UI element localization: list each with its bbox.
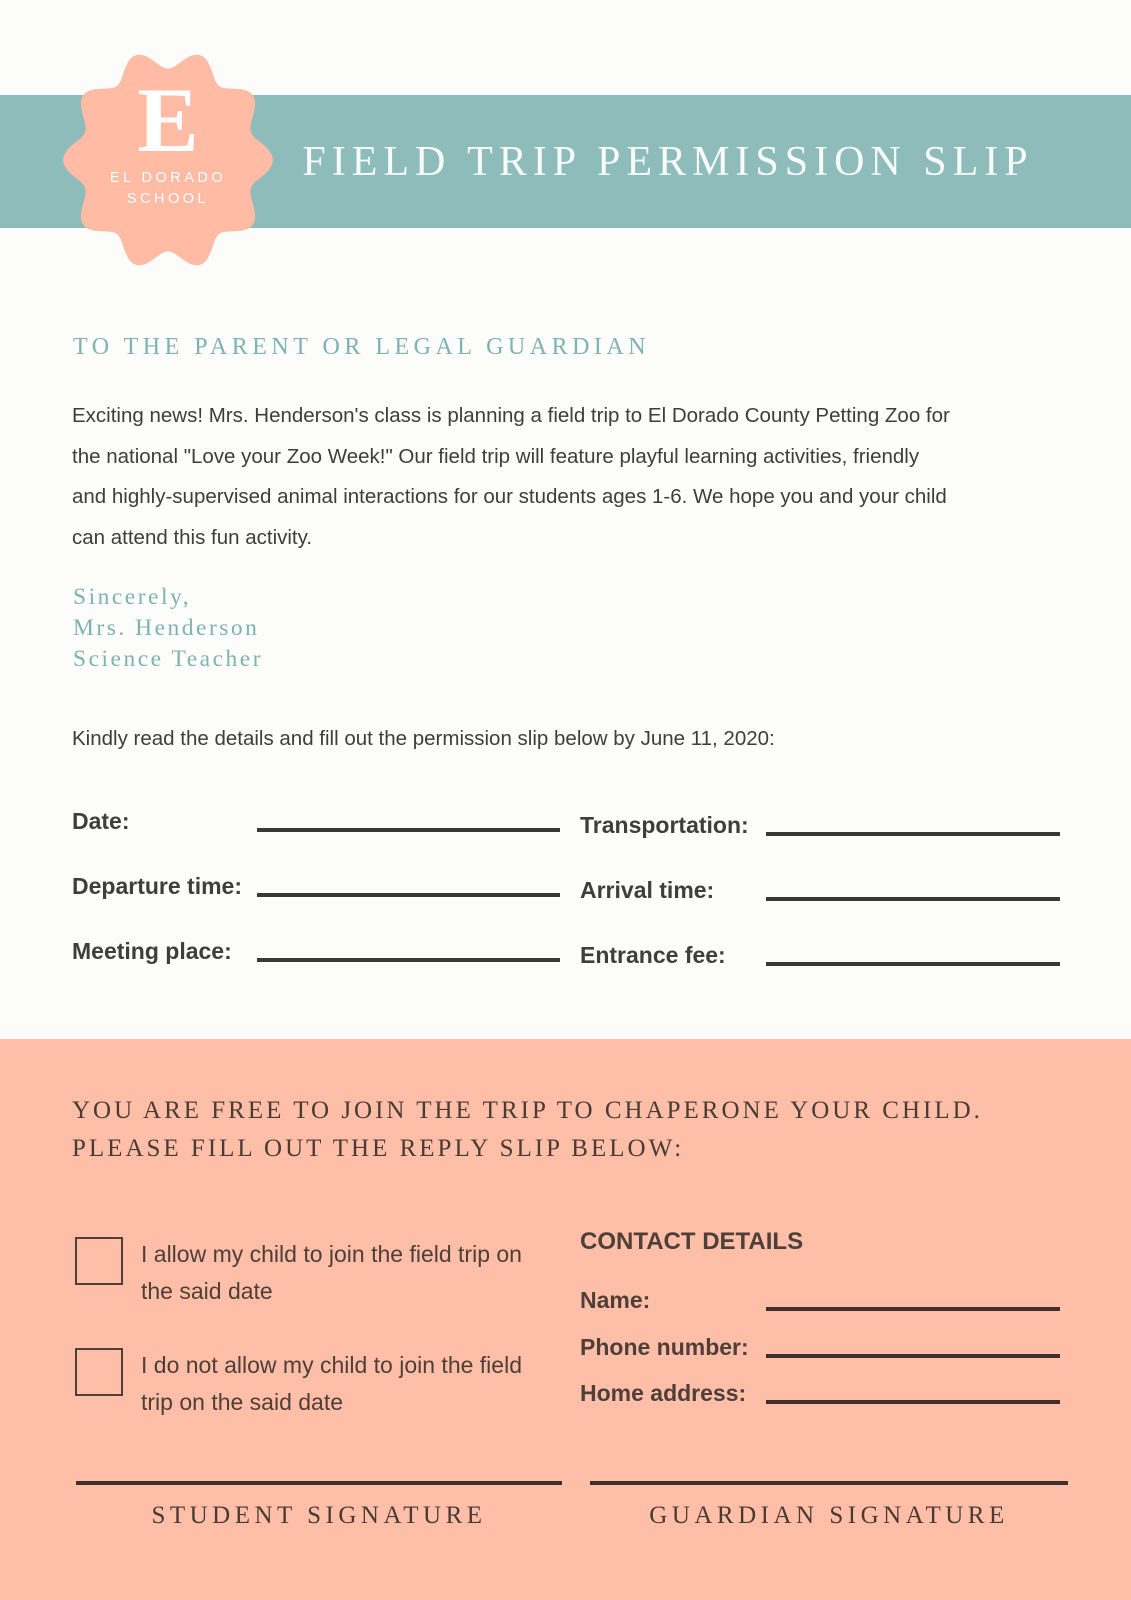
field-arrival-time (580, 872, 1060, 904)
home-address-input-line[interactable] (766, 1400, 1060, 1404)
meeting-place-input-line[interactable] (257, 958, 560, 962)
home-address-label: Home address: (580, 1380, 747, 1406)
entrance-fee-label: Entrance fee: (580, 942, 726, 968)
field-departure-time (72, 868, 560, 900)
field-home-address (580, 1375, 1060, 1407)
closing-sincerely: Sincerely, (73, 584, 192, 610)
field-phone-number (580, 1329, 1060, 1361)
phone-number-input-line[interactable] (766, 1354, 1060, 1358)
arrival-time-label: Arrival time: (580, 877, 715, 903)
letter-body (72, 396, 950, 558)
letter-body-line: can attend this fun activity. (72, 525, 313, 549)
meeting-place-label: Meeting place: (72, 938, 232, 964)
name-label: Name: (580, 1287, 651, 1313)
reply-heading-line1: YOU ARE FREE TO JOIN THE TRIP TO CHAPERONE YOUR CHILD. (72, 1097, 983, 1124)
not-allow-checkbox[interactable] (75, 1348, 123, 1396)
allow-checkbox[interactable] (75, 1237, 123, 1285)
allow-checkbox-label: I allow my child to join the field trip on the said date (141, 1241, 522, 1304)
closing-teacher-role: Science Teacher (73, 646, 264, 672)
transportation-input-line[interactable] (766, 832, 1060, 836)
student-signature-label: STUDENT SIGNATURE (151, 1502, 487, 1529)
phone-number-label: Phone number: (580, 1334, 749, 1360)
school-initial: E (137, 69, 199, 171)
guardian-signature-line[interactable] (590, 1481, 1068, 1485)
date-input-line[interactable] (257, 828, 560, 832)
school-name-line1: EL DORADO (109, 170, 227, 186)
arrival-time-input-line[interactable] (766, 897, 1060, 901)
entrance-fee-input-line[interactable] (766, 962, 1060, 966)
closing-teacher-name: Mrs. Henderson (73, 615, 260, 641)
school-name-line2: SCHOOL (126, 191, 210, 207)
school-badge (58, 44, 278, 276)
guardian-signature-label: GUARDIAN SIGNATURE (649, 1502, 1009, 1529)
field-entrance-fee (580, 937, 1060, 969)
name-input-line[interactable] (766, 1307, 1060, 1311)
field-meeting-place (72, 933, 560, 965)
departure-time-label: Departure time: (72, 873, 242, 899)
field-transportation (580, 807, 1060, 839)
date-label: Date: (72, 808, 130, 834)
letter-body-line: the national "Love your Zoo Week!" Our field trip will feature playful learning activities, friendly (72, 444, 920, 468)
deadline-instruction: Kindly read the details and fill out the permission slip below by June 11, 2020: (72, 727, 775, 750)
letter-closing (73, 582, 263, 675)
field-name (580, 1282, 1060, 1314)
letter-body-line: and highly-supervised animal interactions for our students ages 1-6. We hope you and your child (72, 485, 947, 508)
field-date (72, 803, 560, 835)
letter-body-line: Exciting news! Mrs. Henderson's class is planning a field trip to El Dorado County Petting Zoo for (72, 404, 950, 427)
contact-details-heading: CONTACT DETAILS (580, 1228, 804, 1255)
departure-time-input-line[interactable] (257, 893, 560, 897)
student-signature-line[interactable] (76, 1481, 562, 1485)
salutation-heading: TO THE PARENT OR LEGAL GUARDIAN (73, 334, 651, 360)
reply-heading-line2: PLEASE FILL OUT THE REPLY SLIP BELOW: (72, 1135, 685, 1162)
reply-slip-heading (72, 1092, 983, 1168)
transportation-label: Transportation: (580, 812, 749, 838)
not-allow-checkbox-label: I do not allow my child to join the field trip on the said date (141, 1352, 522, 1415)
page-title: FIELD TRIP PERMISSION SLIP (302, 138, 1034, 185)
